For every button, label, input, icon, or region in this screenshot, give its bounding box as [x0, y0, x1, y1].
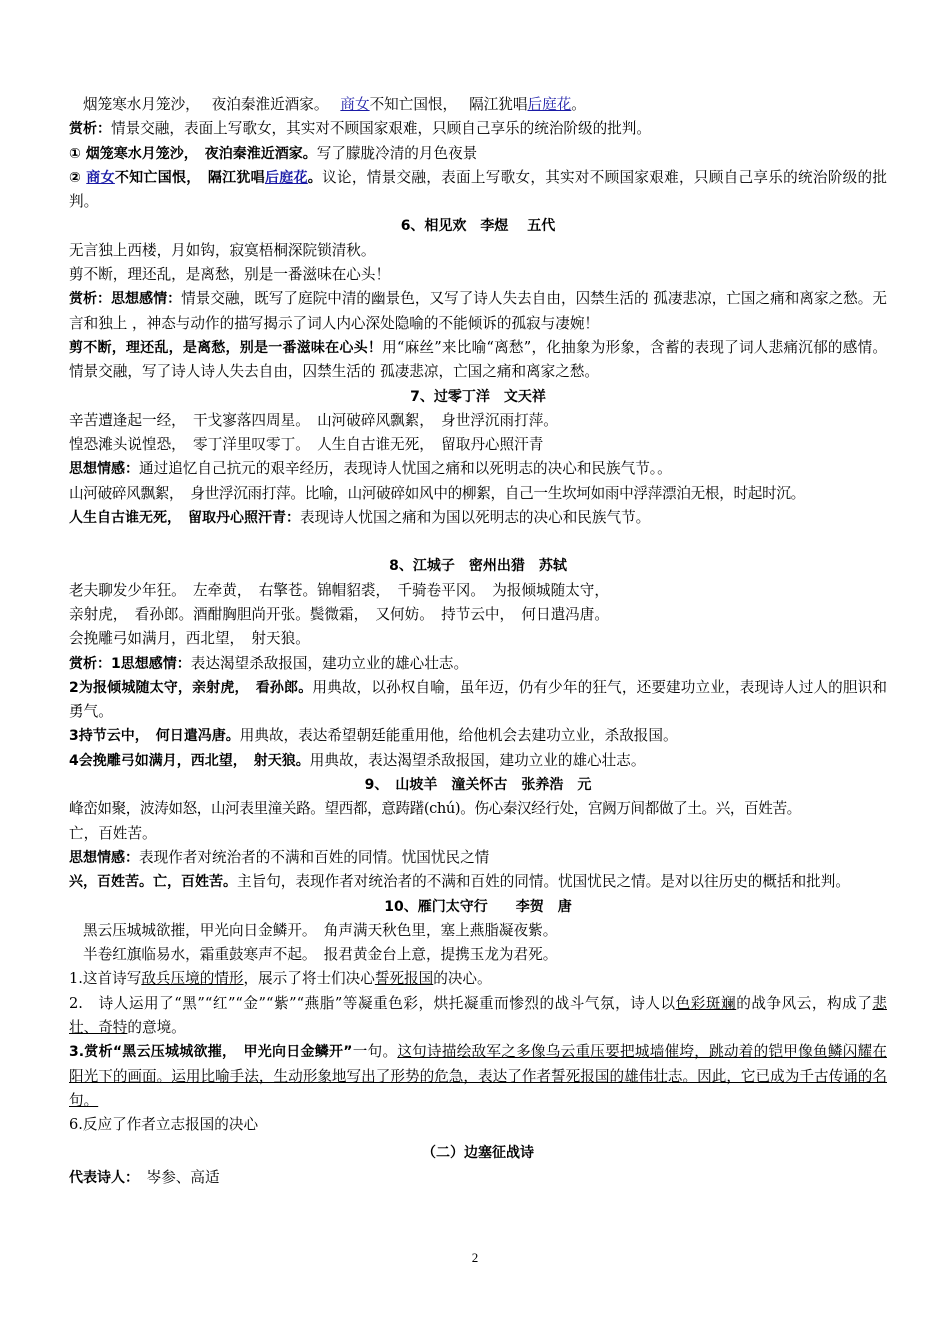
poem-text-line: 亲射虎， 看孙郎。酒酣胸胆尚开张。鬓微霜， 又何妨。 持节云中， 何日遣冯唐。 [69, 605, 609, 623]
question-item: 1.这首诗写敌兵压境的情形，展示了将士们决心誓死报国的决心。 [69, 970, 492, 988]
poem-text-line: 黑云压城城欲摧，甲光向日金鳞开。 角声满天秋色里，塞上燕脂凝夜紫。 [83, 921, 558, 939]
section-title: 9、 山坡羊 潼关怀古 张养浩 元 [364, 777, 592, 794]
analysis-point: ② 商女不知亡国恨， 隔江犹唱后庭花。议论，情景交融，表面上写歌女，其实对不顾国家艰难，只顾自己享乐的统治阶级的批判。 [69, 168, 888, 211]
appreciation-paragraph: 赏析：情景交融，表面上写歌女，其实对不顾国家艰难，只顾自己享乐的统治阶级的批判。 [69, 120, 651, 138]
page-number: 2 [471, 1250, 479, 1265]
link-shangnv[interactable]: 商女 [340, 96, 370, 113]
poem-text-line: 无言独上西楼，月如钩，寂寞梧桐深院锁清秋。 [69, 241, 376, 259]
question-item: 2. 诗人运用了“黑”“红”“金”“紫”“燕脂”等凝重色彩，烘托凝重而惨烈的战斗气氛，诗人以色彩斑斓的战争风云，构成了悲壮、奇特的意境。 [69, 994, 887, 1036]
poem-text-line: 老夫聊发少年狂。 左牵黄， 右擎苍。锦帽貂裘， 千骑卷平冈。 为报倾城随太守， [69, 581, 609, 599]
question-item: 6.反应了作者立志报国的决心 [69, 1116, 259, 1134]
thought-paragraph: 思想情感：表现作者对统治者的不满和百姓的同情。忧国忧民之情 [69, 848, 490, 866]
poem-text-line: 辛苦遭逢起一经， 干戈寥落四周星。 山河破碎风飘絮， 身世浮沉雨打萍。 [69, 411, 558, 429]
poem-text-line: 惶恐滩头说惶恐， 零丁洋里叹零丁。 人生自古谁无死， 留取丹心照汗青 [69, 436, 544, 454]
question-item: 3.赏析“黑云压城城欲摧， 甲光向日金鳞开”一句。这句诗描绘敌军之多像乌云重压要把城墙催垮，跳动着的铠甲像鱼鳞闪耀在阳光下的画面。运用比喻手法，生动形象地写出了形势的危急，表达了作者誓死报国的雄伟壮志。因此，它已成为千古传诵的名句。 [69, 1043, 887, 1109]
link-houtinghua[interactable]: 后庭花 [527, 96, 572, 113]
document-body [69, 93, 887, 1190]
thought-paragraph: 思想情感：通过追忆自己抗元的艰辛经历，表现诗人忧国之痛和以死明志的决心和民族气节。。 [69, 460, 672, 478]
analysis-point: 3持节云中， 何日遣冯唐。用典故，表达希望朝廷能重用他，给他机会去建功立业，杀敌报国。 [69, 727, 678, 745]
poem-text-line: 峰峦如聚，波涛如怒，山河表里潼关路。望西都，意踌躇(chú)。伤心秦汉经行处，宫阙万间都做了土。兴，百姓苦。 [69, 800, 801, 818]
appreciation-paragraph: 赏析：1思想感情：表达渴望杀敌报国，建功立业的雄心壮志。 [69, 654, 469, 672]
analysis-point: 4会挽雕弓如满月，西北望， 射天狼。用典故，表达渴望杀敌报国，建功立业的雄心壮志。 [69, 751, 646, 769]
appreciation-paragraph: 赏析：思想感情：情景交融，既写了庭院中清的幽景色，又写了诗人失去自由，囚禁生活的 孤凄悲凉，亡国之痛和离家之愁。无言和独上 ，神态与动作的描写揭示了词人内心深处隐喻的不能倾诉的孤寂与凄婉！ [69, 290, 887, 332]
link-houtinghua[interactable]: 后庭花 [264, 169, 308, 186]
poem-text-line: 会挽雕弓如满月，西北望， 射天狼。 [69, 630, 310, 648]
poem-text-line: 半卷红旗临易水，霜重鼓寒声不起。 报君黄金台上意，提携玉龙为君死。 [83, 946, 558, 964]
section-title: 6、相见欢 李煜 五代 [400, 218, 556, 235]
poem-text-line: 烟笼寒水月笼沙， 夜泊秦淮近酒家。 商女不知亡国恨， 隔江犹唱后庭花。 [83, 96, 586, 113]
analysis-point: 兴，百姓苦。亡，百姓苦。主旨句，表现作者对统治者的不满和百姓的同情。忧国忧民之情。是对以往历史的概括和批判。 [69, 873, 850, 891]
section-title: （二）边塞征战诗 [422, 1145, 534, 1162]
analysis-point: 2为报倾城随太守，亲射虎， 看孙郎。用典故，以孙权自喻，虽年迈，仍有少年的狂气，还要建功立业，表现诗人过人的胆识和勇气。 [69, 678, 887, 721]
link-shangnv[interactable]: 商女 [86, 169, 115, 186]
poem-text-line: 剪不断，理还乱，是离愁，别是一番滋味在心头！ [69, 266, 391, 284]
poem-text-line: 亡，百姓苦。 [69, 824, 157, 842]
analysis-point: 剪不断，理还乱，是离愁，别是一番滋味在心头！用“麻丝”来比喻“离愁”，化抽象为形象，含蓄的表现了词人悲痛沉郁的感情。情景交融，写了诗人诗人失去自由，囚禁生活的 孤凄悲凉，亡国之痛和离家之愁。 [69, 338, 887, 381]
representative-poets: 代表诗人： 岑参、高适 [69, 1168, 220, 1186]
analysis-point: 人生自古谁无死， 留取丹心照汗青：表现诗人忧国之痛和为国以死明志的决心和民族气节。 [69, 509, 651, 527]
analysis-point: ① 烟笼寒水月笼沙， 夜泊秦淮近酒家。写了朦胧冷清的月色夜景 [69, 144, 478, 162]
analysis-point: 山河破碎风飘絮， 身世浮沉雨打萍。比喻，山河破碎如风中的柳絮，自己一生坎坷如雨中浮萍漂泊无根，时起时沉。 [69, 484, 805, 502]
section-title: 10、雁门太守行 李贺 唐 [384, 898, 572, 915]
section-title: 8、江城子 密州出猎 苏轼 [389, 558, 567, 575]
section-title: 7、过零丁洋 文天祥 [410, 388, 546, 405]
